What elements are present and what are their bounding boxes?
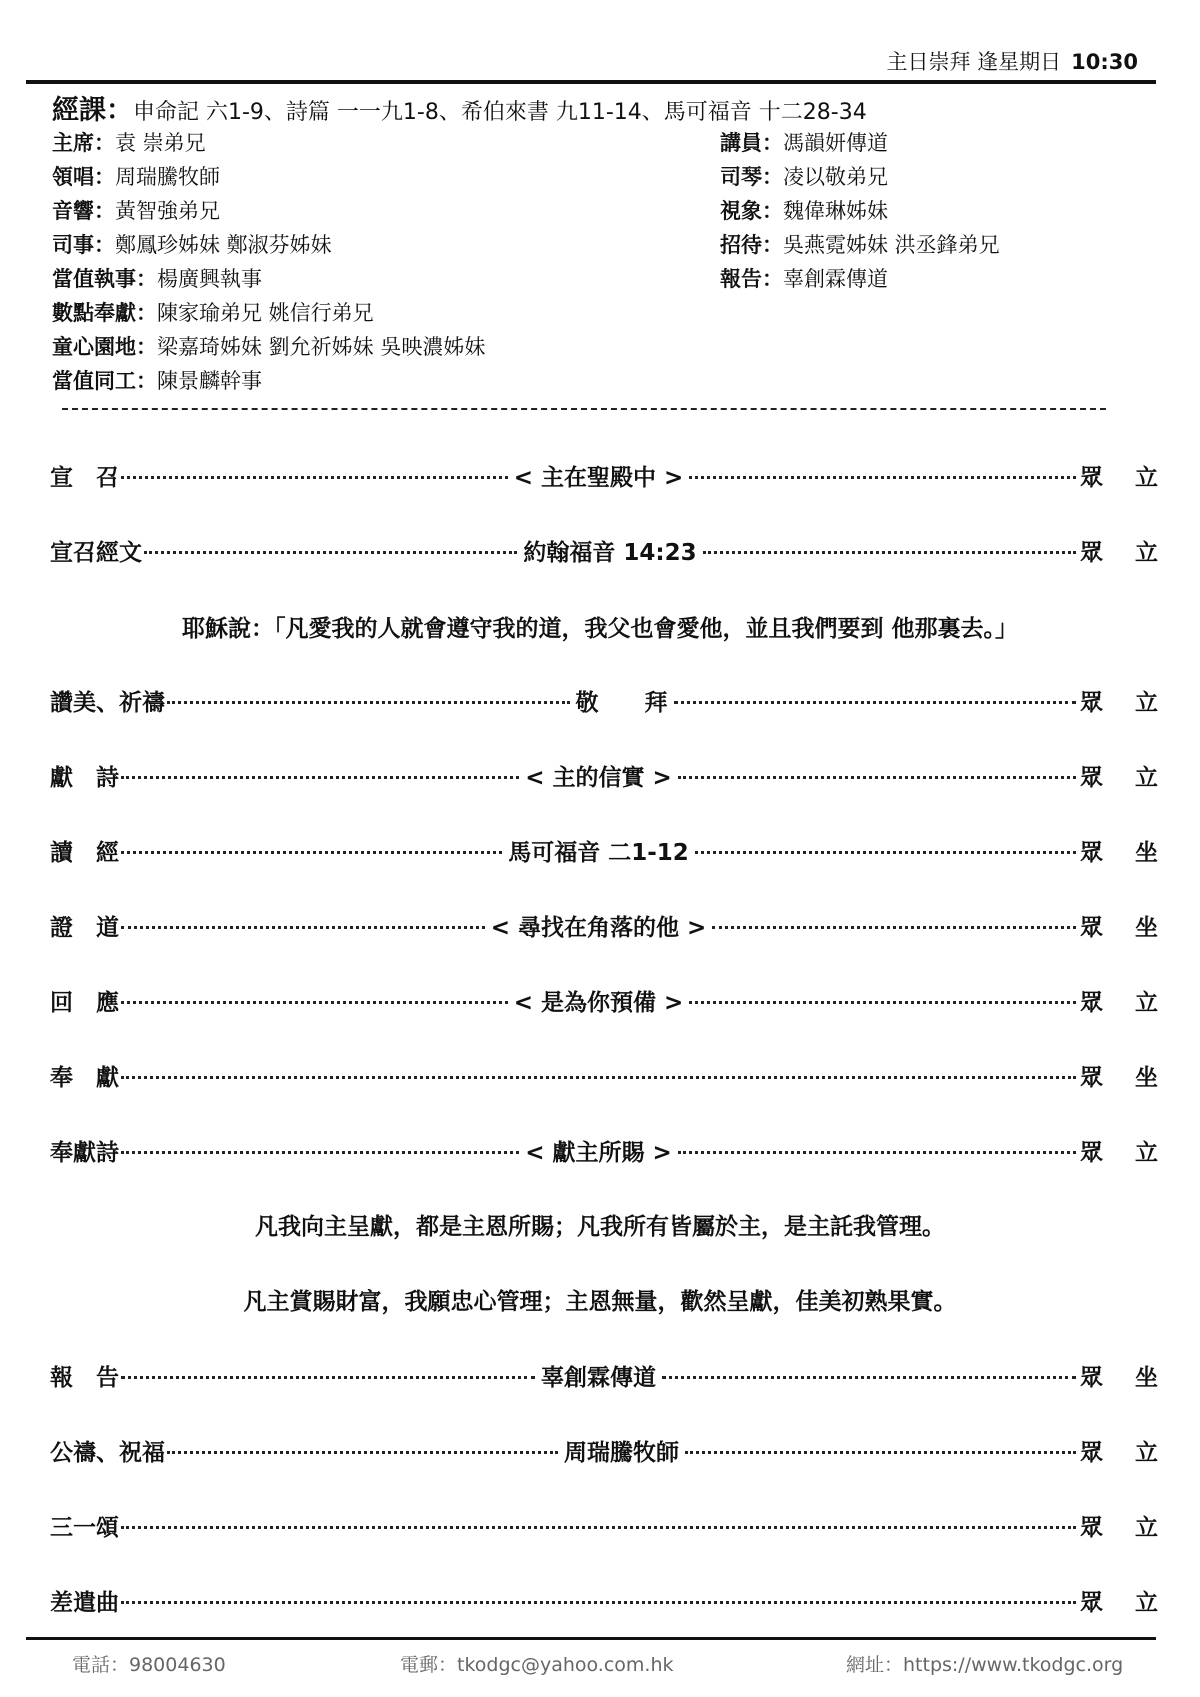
leader-dots <box>167 1451 558 1454</box>
lessons-label: 經課： <box>52 95 133 126</box>
service-heading <box>886 46 1138 76</box>
leader-dots <box>144 551 517 554</box>
offering-line-2: 凡主賞賜財富，我願忠心管理；主恩無量，歡然呈獻，佳美初熟果實。 <box>243 1289 957 1315</box>
leader-dots <box>689 476 1076 479</box>
leader-dots <box>121 1151 519 1154</box>
leader-dots <box>167 701 570 704</box>
role-pianist: 司琴：凌以敬弟兄 <box>720 165 888 189</box>
order-item-sermon: 證 道 < 尋找在角落的他 > 眾 坐 <box>50 908 1158 942</box>
top-divider <box>26 80 1156 84</box>
role-offering-count: 數點奉獻：陳家瑜弟兄 姚信行弟兄 <box>52 301 374 325</box>
leader-dots <box>121 1526 1076 1529</box>
leader-dots <box>674 701 1077 704</box>
posture: 眾 立 <box>1080 1439 1158 1466</box>
leader-dots <box>121 776 519 779</box>
posture: 眾 立 <box>1080 764 1158 791</box>
footer-phone: 電話：98004630 <box>72 1654 226 1676</box>
posture: 眾 立 <box>1080 1514 1158 1541</box>
leader-dots <box>121 1001 508 1004</box>
service-time: 10:30 <box>1071 50 1138 74</box>
call-verse: 耶穌說：「凡愛我的人就會遵守我的道，我父也會愛他，並且我們要到 他那裏去。」 <box>181 616 1018 642</box>
bottom-divider <box>26 1637 1156 1640</box>
role-reception: 招待：吳燕霓姊妹 洪丞鋒弟兄 <box>720 233 1000 257</box>
order-item-offering: 奉 獻 眾 坐 <box>50 1058 1158 1092</box>
leader-dots <box>678 776 1076 779</box>
role-chair: 主席：袁 崇弟兄 <box>52 131 206 155</box>
roles-right <box>720 126 1000 296</box>
posture: 眾 立 <box>1080 689 1158 716</box>
leader-dots <box>703 551 1076 554</box>
leader-dots <box>121 1076 1076 1079</box>
order-item-anthem: 獻 詩 < 主的信實 > 眾 立 <box>50 758 1158 792</box>
posture: 眾 坐 <box>1080 914 1158 941</box>
role-song-leader: 領唱：周瑞騰牧師 <box>52 165 220 189</box>
lessons-text: 申命記 六1-9、詩篇 一一九1-8、希伯來書 九11-14、馬可福音 十二28-34 <box>133 100 867 125</box>
posture: 眾 立 <box>1080 539 1158 566</box>
leader-dots <box>712 926 1076 929</box>
leader-dots <box>121 1376 535 1379</box>
posture: 眾 立 <box>1080 1589 1158 1616</box>
leader-dots <box>685 1451 1076 1454</box>
order-item-scripture-reading: 讀 經 馬可福音 二1-12 眾 坐 <box>50 833 1158 867</box>
posture: 眾 坐 <box>1080 1364 1158 1391</box>
order-item-doxology: 三一頌 眾 立 <box>50 1508 1158 1542</box>
order-item-praise-prayer: 讚美、祈禱 敬 拜 眾 立 <box>50 683 1158 717</box>
role-announcements: 報告：辜創霖傳道 <box>720 267 888 291</box>
posture: 眾 坐 <box>1080 1064 1158 1091</box>
order-item-call-to-worship: 宣 召 < 主在聖殿中 > 眾 立 <box>50 458 1158 492</box>
roles-left <box>52 126 485 398</box>
posture: 眾 立 <box>1080 464 1158 491</box>
role-speaker: 講員：馮韻妍傳道 <box>720 131 888 155</box>
order-item-offering-hymn: 奉獻詩 < 獻主所賜 > 眾 立 <box>50 1133 1158 1167</box>
leader-dots <box>121 1601 1076 1604</box>
order-item-response: 回 應 < 是為你預備 > 眾 立 <box>50 983 1158 1017</box>
leader-dots <box>689 1001 1076 1004</box>
order-item-sending-hymn: 差遣曲 眾 立 <box>50 1583 1158 1617</box>
lessons-line <box>52 88 867 127</box>
offering-line-1: 凡我向主呈獻，都是主恩所賜；凡我所有皆屬於主，是主託我管理。 <box>255 1214 945 1240</box>
footer-website: 網址：https://www.tkodgc.org <box>846 1654 1124 1676</box>
posture: 眾 立 <box>1080 989 1158 1016</box>
posture: 眾 坐 <box>1080 839 1159 866</box>
footer-email: 電郵：tkodgc@yahoo.com.hk <box>400 1654 674 1676</box>
leader-dots <box>678 1151 1076 1154</box>
role-visual: 視象：魏偉琳姊妹 <box>720 199 888 223</box>
role-staff-on-duty: 當值同工：陳景麟幹事 <box>52 369 262 393</box>
order-item-announcements: 報 告 辜創霖傳道 眾 坐 <box>50 1358 1158 1392</box>
leader-dots <box>121 926 485 929</box>
dashed-divider <box>62 408 1106 410</box>
leader-dots <box>695 851 1076 854</box>
leader-dots <box>662 1376 1076 1379</box>
order-item-prayer-benediction: 公禱、祝福 周瑞騰牧師 眾 立 <box>50 1433 1158 1467</box>
role-ushers: 司事：鄭鳳珍姊妹 鄭淑芬姊妹 <box>52 233 332 257</box>
leader-dots <box>121 851 502 854</box>
role-sound: 音響：黃智強弟兄 <box>52 199 220 223</box>
leader-dots <box>121 476 508 479</box>
posture: 眾 立 <box>1080 1139 1158 1166</box>
service-name: 主日崇拜 逢星期日 <box>886 50 1062 74</box>
order-item-call-scripture: 宣召經文 約翰福音 14:23 眾 立 <box>50 533 1158 567</box>
role-deacon-on-duty: 當值執事：楊廣興執事 <box>52 267 262 291</box>
role-children: 童心園地：梁嘉琦姊妹 劉允祈姊妹 吳映濃姊妹 <box>52 335 486 359</box>
